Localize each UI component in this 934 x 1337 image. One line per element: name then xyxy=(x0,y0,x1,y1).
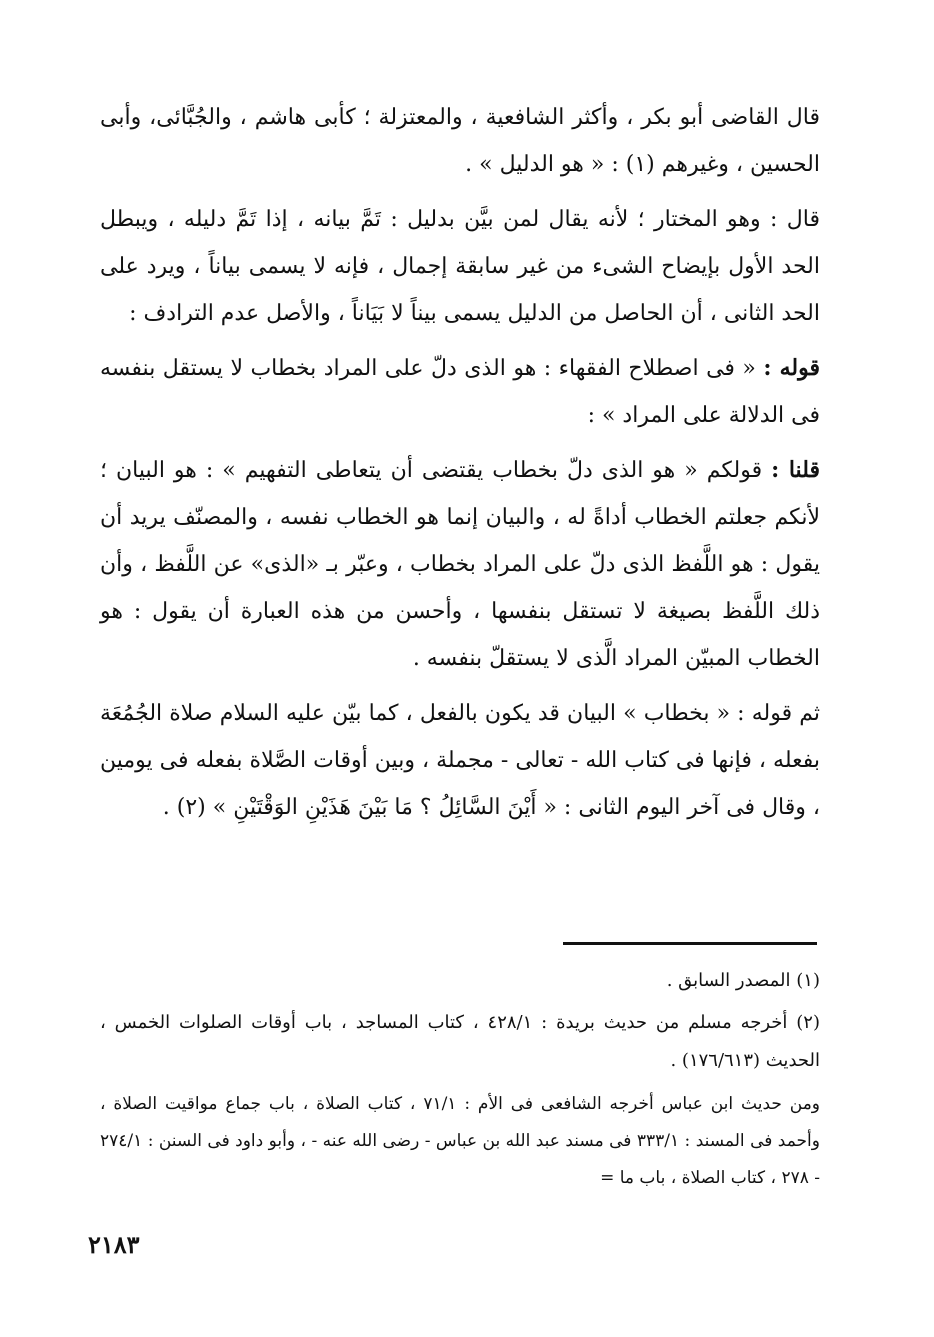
footnotes xyxy=(100,962,820,1201)
paragraph-4 xyxy=(100,447,820,682)
paragraph-1-text: قال القاضى أبو بكر ، وأكثر الشافعية ، والمعتزلة ؛ كأبى هاشم ، والجُبَّائى، وأبى الحسين ، وغيرهم (١) : « هو الدليل » . xyxy=(100,105,820,177)
footnote-1: (١) المصدر السابق . xyxy=(666,970,820,991)
paragraph-5-text: ثم قوله : « بخطاب » البيان قد يكون بالفعل ، كما بيّن عليه السلام صلاة الجُمُعَة بفعله ، فإنها فى كتاب الله - تعالى - مجملة ، وبين أوقات الصَّلاة بفعله فى يومين ، وقال فى آخر اليوم الثانى : « أَيْنَ السَّائِلُ ؟ مَا بَيْنَ هَذَيْنِ الوَقْتَيْنِ » (٢) . xyxy=(100,701,820,820)
paragraph-3 xyxy=(100,345,820,439)
footnote-separator xyxy=(563,942,817,945)
footnote-2: (٢) أخرجه مسلم من حديث بريدة : ٤٢٨/١ ، كتاب المساجد ، باب أوقات الصلوات الخمس ، الحديث (١٧٦/٦١٣) . xyxy=(100,1012,820,1071)
paragraph-2 xyxy=(100,196,820,337)
main-text xyxy=(100,94,820,839)
page-number: ٢١٨٣ xyxy=(88,1230,140,1259)
footnote-2-continued: ومن حديث ابن عباس أخرجه الشافعى فى الأم : ٧١/١ ، كتاب الصلاة ، باب جماع مواقيت الصلاة ، وأحمد فى المسند : ٣٣٣/١ فى مسند عبد الله بن عباس - رضى الله عنه - ، وأبو داود فى السنن : ٢٧٤/١ - ٢٧٨ ، كتاب الصلاة ، باب ما = xyxy=(100,1094,821,1188)
paragraph-5 xyxy=(100,690,820,831)
paragraph-4-text: قولكم « هو الذى دلّ بخطاب يقتضى أن يتعاطى التفهيم » : هو البيان ؛ لأنكم جعلتم الخطاب أداةً له ، والبيان إنما هو الخطاب نفسه ، والمصنّف يريد أن يقول : هو اللَّفظ الذى دلّ على المراد بخطاب ، وعبّر بـ «الذى» عن اللَّفظ ، وأن ذلك اللَّفظ بصيغة لا تستقل بنفسها ، وأحسن من هذه العبارة أن يقول : هو الخطاب المبيّن المراد الَّذى لا يستقلّ بنفسه . xyxy=(100,458,820,671)
paragraph-3-lead: قوله : xyxy=(763,355,820,381)
paragraph-3-text: « فى اصطلاح الفقهاء : هو الذى دلّ على المراد بخطاب لا يستقل بنفسه فى الدلالة على المراد » : xyxy=(100,356,820,428)
paragraph-4-lead: قلنا : xyxy=(771,457,820,483)
paragraph-1 xyxy=(100,94,820,188)
paragraph-2-text: قال : وهو المختار ؛ لأنه يقال لمن بيَّن بدليل : تَمَّ بيانه ، إذا تَمَّ دليله ، ويبطل الحد الأول بإيضاح الشىء من غير سابقة إجمال ، فإنه لا يسمى بياناً ، ويرد على الحد الثانى ، أن الحاصل من الدليل يسمى بيناً لا بَيَاناً ، والأصل عدم الترادف : xyxy=(100,207,820,326)
